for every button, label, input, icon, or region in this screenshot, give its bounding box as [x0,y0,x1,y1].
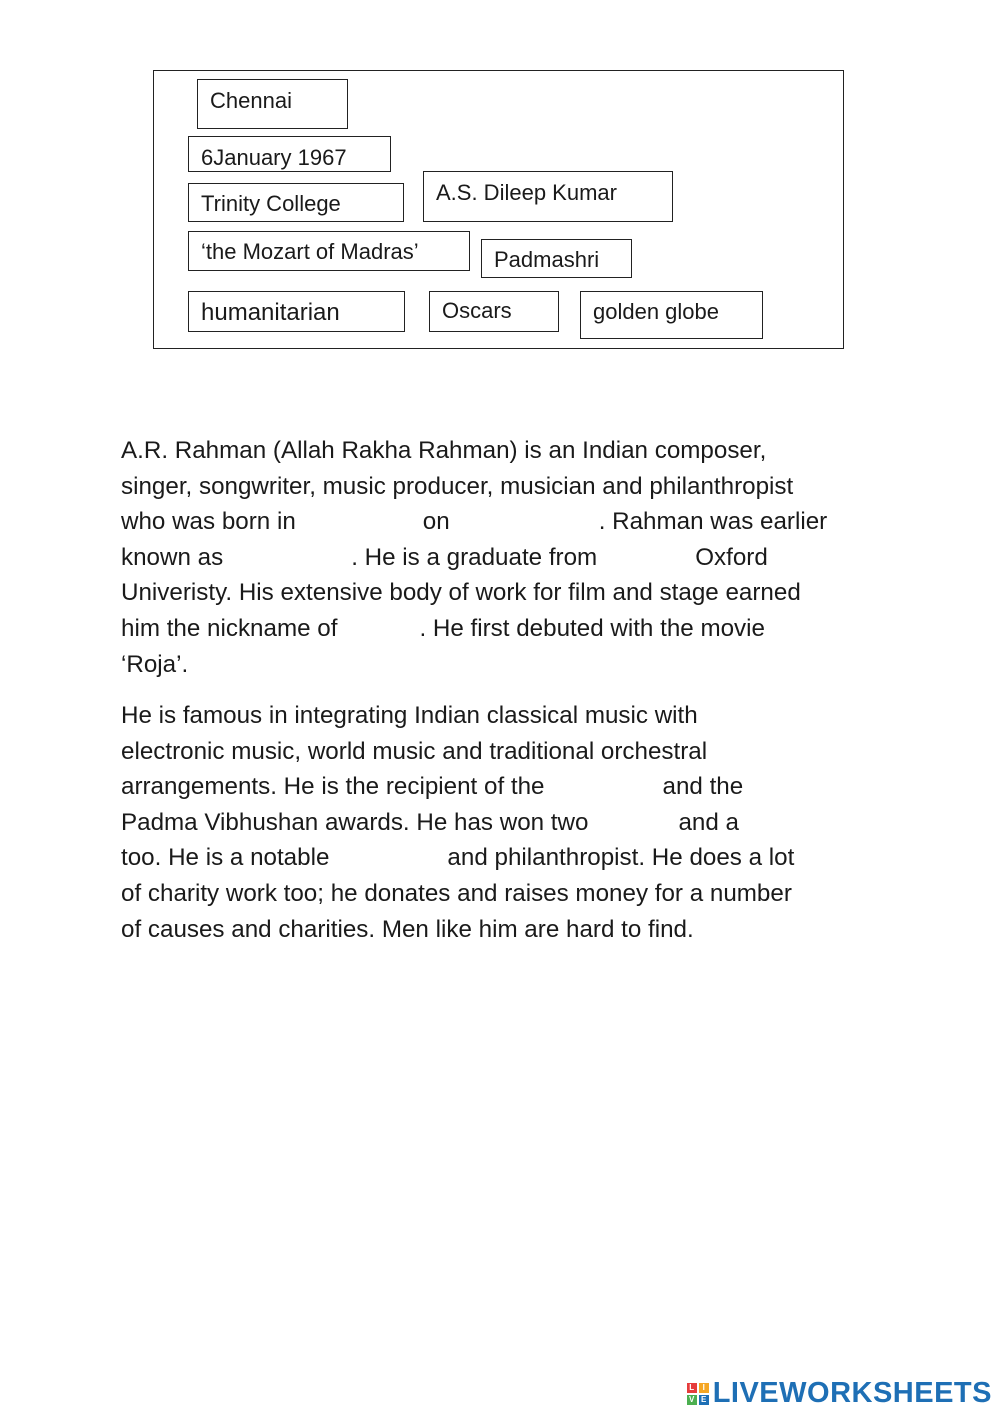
p2-line-3 [121,769,891,805]
blank-college[interactable] [597,545,695,575]
p1-line-5: Univeristy. His extensive body of work for film and stage earned [121,579,801,607]
p2-line-5 [121,840,891,876]
liveworksheets-logo [687,1377,992,1410]
blank-oscars[interactable] [588,810,678,840]
p1-line-3 [121,504,891,540]
blank-birthplace[interactable] [296,510,423,540]
p2-line-1: He is famous in integrating Indian classical music with [121,702,698,729]
blank-birth-date[interactable] [450,510,599,540]
p1-line-2: singer, songwriter, music producer, musician and philanthropist [121,472,794,500]
p1-line-1: A.R. Rahman (Allah Rakha Rahman) is an Indian composer, [121,437,767,464]
p1-line-4-text-a: known as [121,543,224,571]
logo-letter-v: V [687,1395,697,1405]
logo-letter-l: L [687,1383,697,1393]
p1-line-4-text-c: Oxford [695,543,768,571]
p2-line-6: of charity work too; he donates and raises money for a number [121,879,792,907]
logo-text: LIVEWORKSHEETS [712,1377,992,1409]
paragraph-1 [121,433,891,682]
blank-nickname[interactable] [337,617,419,647]
p2-line-3-text-b: and the [662,773,744,801]
p2-line-3-text-a: arrangements. He is the recipient of the [121,773,545,801]
p2-line-4 [121,805,891,841]
p1-line-3-text-b: on [422,508,450,536]
chip-padmashri[interactable]: Padmashri [481,239,632,278]
logo-letter-i: I [699,1383,709,1393]
chip-trinity-college[interactable]: Trinity College [188,183,404,222]
chip-oscars[interactable]: Oscars [429,291,559,332]
p2-line-4-text-b: and a [678,808,739,836]
chip-chennai[interactable]: Chennai [197,79,348,129]
blank-award[interactable] [545,775,663,805]
p1-line-6-text-b: . He first debuted with the movie [419,614,765,642]
chip-mozart-of-madras[interactable]: ‘the Mozart of Madras’ [188,231,470,271]
p1-line-7: ‘Roja’. [121,650,189,678]
logo-mark-icon [687,1383,709,1405]
blank-humanitarian[interactable] [329,846,447,876]
p2-line-2: electronic music, world music and traditional orchestral [121,737,708,765]
p1-line-4-text-b: . He is a graduate from [351,543,598,571]
p1-line-3-text-a: who was born in [121,508,296,536]
p2-line-5-text-b: and philanthropist. He does a lot [447,844,795,872]
chip-birth-date[interactable]: 6January 1967 [188,136,391,172]
p1-line-6 [121,611,891,647]
chip-golden-globe[interactable]: golden globe [580,291,763,339]
p2-line-5-text-a: too. He is a notable [121,844,330,872]
logo-letter-e: E [699,1395,709,1405]
chip-humanitarian[interactable]: humanitarian [188,291,405,332]
p2-line-7: of causes and charities. Men like him are hard to find. [121,915,694,943]
p1-line-3-text-c: . Rahman was earlier [598,508,828,536]
chip-dileep-kumar[interactable]: A.S. Dileep Kumar [423,171,673,222]
p2-line-4-text-a: Padma Vibhushan awards. He has won two [121,808,589,836]
paragraph-2 [121,698,891,947]
blank-earlier-name[interactable] [223,545,351,575]
p1-line-6-text-a: him the nickname of [121,614,338,642]
p1-line-4 [121,540,891,576]
word-bank [153,70,844,349]
